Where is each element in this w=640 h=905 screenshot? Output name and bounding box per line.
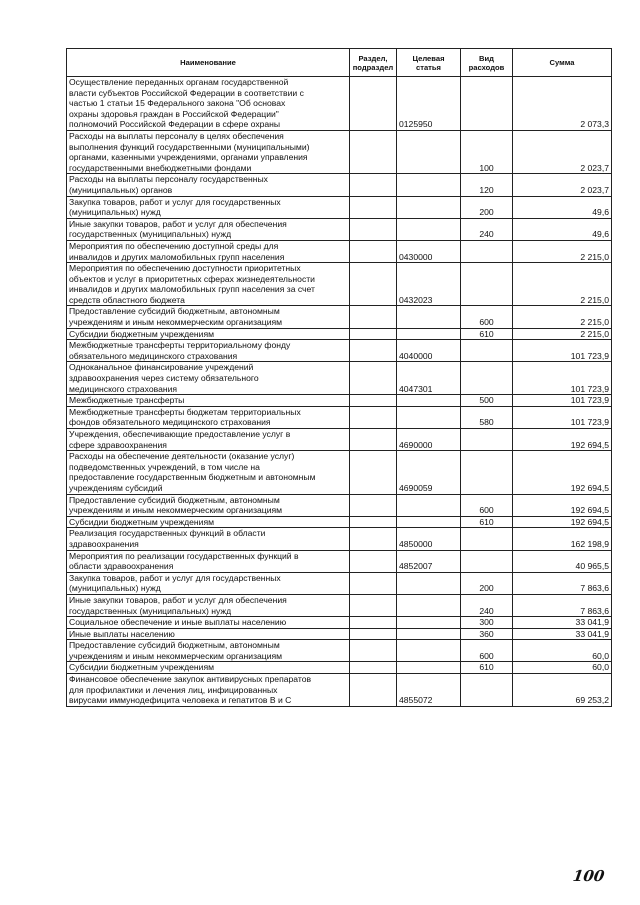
table-row — [67, 306, 612, 328]
cell-name: Межбюджетные трансферты — [67, 395, 350, 407]
cell-expense: 200 — [461, 196, 513, 218]
cell-expense: 610 — [461, 662, 513, 674]
cell-sum: 101 723,9 — [513, 406, 612, 428]
table-row — [67, 395, 612, 407]
cell-sum: 2 215,0 — [513, 328, 612, 340]
cell-target — [397, 218, 461, 240]
cell-expense: 300 — [461, 617, 513, 629]
cell-target: 4040000 — [397, 340, 461, 362]
cell-expense: 600 — [461, 306, 513, 328]
cell-expense — [461, 550, 513, 572]
cell-name: Финансовое обеспечение закупок антивирусных препаратов для профилактики и лечения лиц, инфицированных вирусами иммунодефицита человека и гепатитов В и С — [67, 674, 350, 707]
table-row — [67, 662, 612, 674]
cell-target: 4855072 — [397, 674, 461, 707]
cell-target: 4047301 — [397, 362, 461, 395]
table-row — [67, 130, 612, 173]
table-row — [67, 240, 612, 262]
cell-name: Субсидии бюджетным учреждениям — [67, 516, 350, 528]
cell-name: Учреждения, обеспечивающие предоставление услуг в сфере здравоохранения — [67, 429, 350, 451]
cell-target: 4852007 — [397, 550, 461, 572]
cell-sum: 2 215,0 — [513, 306, 612, 328]
cell-name: Мероприятия по реализации государственных функций в области здравоохранения — [67, 550, 350, 572]
table-row — [67, 516, 612, 528]
cell-expense — [461, 528, 513, 550]
cell-name: Расходы на выплаты персоналу государственных (муниципальных) органов — [67, 174, 350, 196]
table-row — [67, 406, 612, 428]
cell-name: Расходы на обеспечение деятельности (оказание услуг) подведомственных учреждений, в том числе на предоставление государственным бюджетным и автономным учреждениям субсидий — [67, 451, 350, 494]
cell-sum: 2 023,7 — [513, 130, 612, 173]
cell-sum: 192 694,5 — [513, 516, 612, 528]
cell-target: 4690059 — [397, 451, 461, 494]
table-header-row — [67, 49, 612, 77]
table-row — [67, 328, 612, 340]
cell-section — [350, 640, 397, 662]
cell-section — [350, 362, 397, 395]
cell-sum: 2 215,0 — [513, 240, 612, 262]
cell-name: Предоставление субсидий бюджетным, автономным учреждениям и иным некоммерческим организациям — [67, 306, 350, 328]
table-row — [67, 196, 612, 218]
cell-section — [350, 617, 397, 629]
table-row — [67, 640, 612, 662]
cell-section — [350, 263, 397, 306]
cell-target — [397, 406, 461, 428]
table-row — [67, 617, 612, 629]
cell-expense — [461, 263, 513, 306]
cell-sum: 7 863,6 — [513, 572, 612, 594]
cell-target — [397, 572, 461, 594]
page-number: 100 — [571, 867, 606, 885]
cell-section — [350, 572, 397, 594]
cell-expense: 600 — [461, 494, 513, 516]
cell-expense: 120 — [461, 174, 513, 196]
cell-sum: 49,6 — [513, 218, 612, 240]
cell-name: Реализация государственных функций в области здравоохранения — [67, 528, 350, 550]
cell-expense: 610 — [461, 516, 513, 528]
cell-name: Межбюджетные трансферты территориальному фонду обязательного медицинского страхования — [67, 340, 350, 362]
header-section: Раздел, подраздел — [350, 49, 397, 77]
header-sum: Сумма — [513, 49, 612, 77]
cell-sum: 101 723,9 — [513, 362, 612, 395]
cell-sum: 60,0 — [513, 662, 612, 674]
cell-name: Иные закупки товаров, работ и услуг для обеспечения государственных (муниципальных) нужд — [67, 594, 350, 616]
cell-target — [397, 628, 461, 640]
cell-name: Субсидии бюджетным учреждениям — [67, 662, 350, 674]
cell-section — [350, 174, 397, 196]
cell-name: Закупка товаров, работ и услуг для государственных (муниципальных) нужд — [67, 196, 350, 218]
cell-sum: 33 041,9 — [513, 617, 612, 629]
cell-section — [350, 674, 397, 707]
cell-sum: 33 041,9 — [513, 628, 612, 640]
cell-section — [350, 306, 397, 328]
cell-expense — [461, 674, 513, 707]
header-name: Наименование — [67, 49, 350, 77]
cell-name: Иные закупки товаров, работ и услуг для обеспечения государственных (муниципальных) нужд — [67, 218, 350, 240]
cell-target: 0432023 — [397, 263, 461, 306]
budget-table — [66, 48, 612, 707]
cell-sum: 7 863,6 — [513, 594, 612, 616]
cell-target: 4850000 — [397, 528, 461, 550]
cell-section — [350, 662, 397, 674]
cell-sum: 2 215,0 — [513, 263, 612, 306]
table-row — [67, 174, 612, 196]
cell-name: Предоставление субсидий бюджетным, автономным учреждениям и иным некоммерческим организациям — [67, 640, 350, 662]
cell-name: Межбюджетные трансферты бюджетам территориальных фондов обязательного медицинского страхования — [67, 406, 350, 428]
cell-expense — [461, 340, 513, 362]
cell-expense: 610 — [461, 328, 513, 340]
cell-target — [397, 594, 461, 616]
cell-expense: 240 — [461, 594, 513, 616]
cell-expense: 600 — [461, 640, 513, 662]
cell-section — [350, 340, 397, 362]
cell-section — [350, 196, 397, 218]
table-row — [67, 263, 612, 306]
cell-section — [350, 516, 397, 528]
cell-target — [397, 516, 461, 528]
table-row — [67, 362, 612, 395]
table-row — [67, 77, 612, 131]
cell-section — [350, 550, 397, 572]
cell-sum: 60,0 — [513, 640, 612, 662]
cell-target: 0125950 — [397, 77, 461, 131]
cell-name: Осуществление переданных органам государственной власти субъектов Российской Федерации в соответствии с частью 1 статьи 15 Федерального закона "Об основах охраны здоровья граждан в Российской Федерации" полномочий Российской Федерации в сфере охраны — [67, 77, 350, 131]
cell-target — [397, 196, 461, 218]
cell-section — [350, 406, 397, 428]
table-row — [67, 494, 612, 516]
header-target: Целевая статья — [397, 49, 461, 77]
cell-sum: 49,6 — [513, 196, 612, 218]
cell-section — [350, 240, 397, 262]
cell-sum: 192 694,5 — [513, 451, 612, 494]
cell-expense: 580 — [461, 406, 513, 428]
table-row — [67, 218, 612, 240]
cell-section — [350, 628, 397, 640]
table-row — [67, 628, 612, 640]
cell-target — [397, 130, 461, 173]
cell-expense: 360 — [461, 628, 513, 640]
cell-sum: 69 253,2 — [513, 674, 612, 707]
cell-sum: 2 073,3 — [513, 77, 612, 131]
cell-name: Закупка товаров, работ и услуг для государственных (муниципальных) нужд — [67, 572, 350, 594]
cell-section — [350, 494, 397, 516]
table-row — [67, 429, 612, 451]
cell-name: Социальное обеспечение и иные выплаты населению — [67, 617, 350, 629]
cell-name: Мероприятия по обеспечению доступности приоритетных объектов и услуг в приоритетных сферах жизнедеятельности инвалидов и других маломобильных групп населения за счет средств областного бюджета — [67, 263, 350, 306]
cell-sum: 192 694,5 — [513, 429, 612, 451]
cell-section — [350, 528, 397, 550]
cell-name: Предоставление субсидий бюджетным, автономным учреждениям и иным некоммерческим организациям — [67, 494, 350, 516]
table-row — [67, 550, 612, 572]
cell-name: Иные выплаты населению — [67, 628, 350, 640]
cell-section — [350, 130, 397, 173]
table-row — [67, 594, 612, 616]
cell-expense: 100 — [461, 130, 513, 173]
cell-target — [397, 617, 461, 629]
cell-name: Расходы на выплаты персоналу в целях обеспечения выполнения функций государственными (муниципальными) органами, казенными учреждениями, органами управления государственными внебюджетными фондами — [67, 130, 350, 173]
cell-target — [397, 328, 461, 340]
cell-sum: 101 723,9 — [513, 395, 612, 407]
table-row — [67, 451, 612, 494]
table-row — [67, 674, 612, 707]
cell-section — [350, 77, 397, 131]
table-row — [67, 340, 612, 362]
cell-expense: 200 — [461, 572, 513, 594]
header-expense: Вид расходов — [461, 49, 513, 77]
cell-target: 0430000 — [397, 240, 461, 262]
cell-expense — [461, 362, 513, 395]
cell-expense — [461, 451, 513, 494]
cell-sum: 40 965,5 — [513, 550, 612, 572]
cell-sum: 2 023,7 — [513, 174, 612, 196]
cell-target — [397, 640, 461, 662]
cell-target — [397, 662, 461, 674]
table-body — [67, 77, 612, 707]
cell-section — [350, 451, 397, 494]
cell-target: 4690000 — [397, 429, 461, 451]
cell-expense — [461, 77, 513, 131]
cell-section — [350, 395, 397, 407]
cell-sum: 162 198,9 — [513, 528, 612, 550]
cell-name: Субсидии бюджетным учреждениям — [67, 328, 350, 340]
cell-sum: 101 723,9 — [513, 340, 612, 362]
cell-expense — [461, 240, 513, 262]
cell-section — [350, 218, 397, 240]
table-row — [67, 528, 612, 550]
cell-target — [397, 174, 461, 196]
cell-expense: 500 — [461, 395, 513, 407]
table-row — [67, 572, 612, 594]
cell-section — [350, 594, 397, 616]
cell-target — [397, 395, 461, 407]
cell-target — [397, 306, 461, 328]
cell-section — [350, 429, 397, 451]
cell-expense — [461, 429, 513, 451]
cell-sum: 192 694,5 — [513, 494, 612, 516]
cell-name: Мероприятия по обеспечению доступной среды для инвалидов и других маломобильных групп населения — [67, 240, 350, 262]
cell-name: Одноканальное финансирование учреждений здравоохранения через систему обязательного медицинского страхования — [67, 362, 350, 395]
cell-expense: 240 — [461, 218, 513, 240]
cell-target — [397, 494, 461, 516]
cell-section — [350, 328, 397, 340]
